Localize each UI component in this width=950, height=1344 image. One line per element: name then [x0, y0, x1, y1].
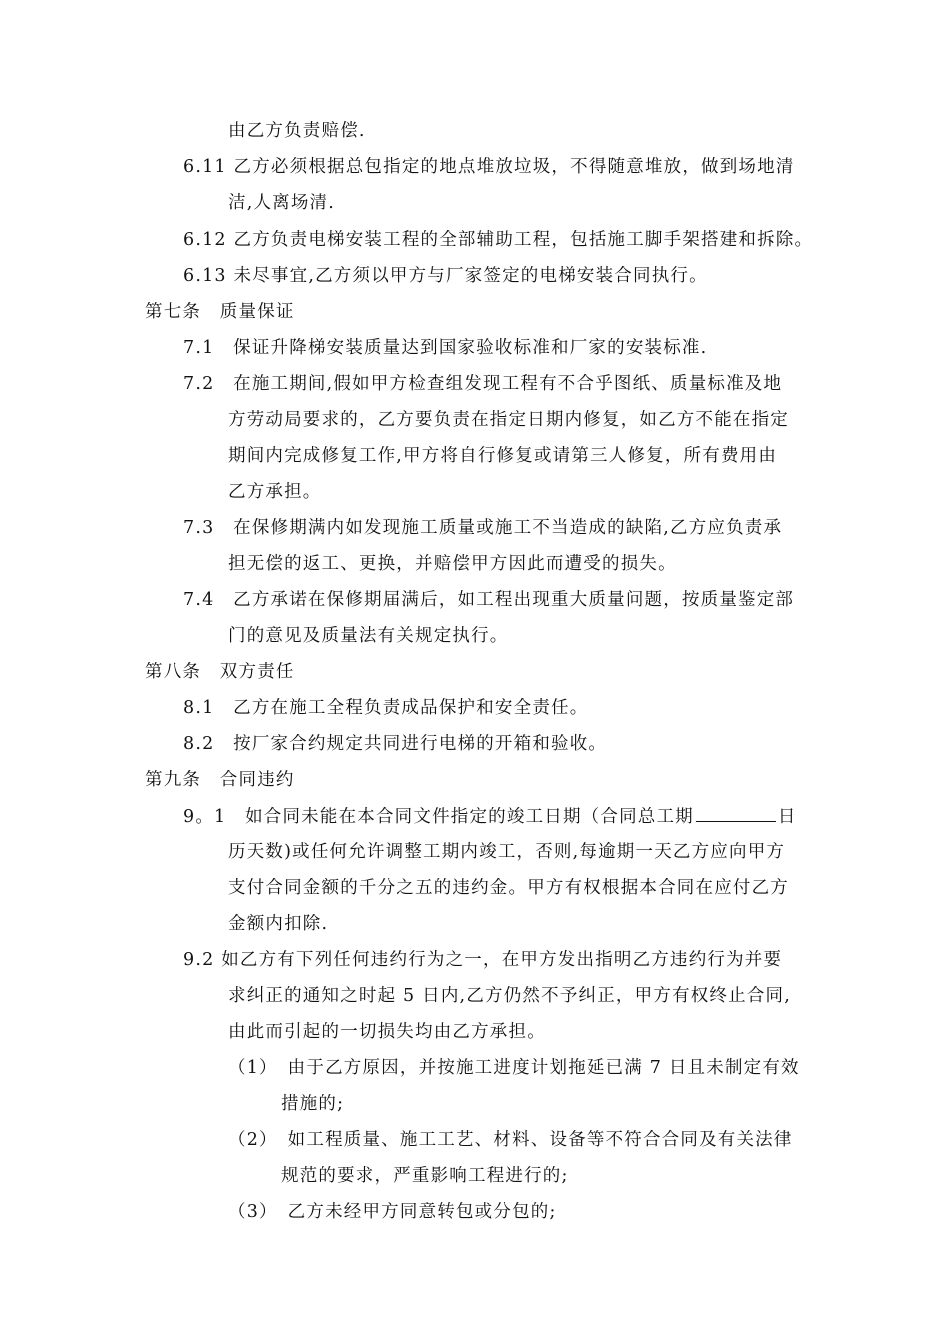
total-duration-blank[interactable] — [696, 805, 776, 822]
item-3: （3） 乙方未经甲方同意转包或分包的; — [228, 1202, 557, 1222]
clause-6-13: 6.13 未尽事宜,乙方须以甲方与厂家签定的电梯安装合同执行。 — [183, 266, 708, 286]
article-8-heading: 第八条 双方责任 — [145, 662, 295, 682]
text-line: 方劳动局要求的，乙方要负责在指定日期内修复，如乙方不能在指定 — [228, 410, 789, 430]
article-9-heading: 第九条 合同违约 — [145, 770, 295, 790]
clause-7-1: 7.1 保证升降梯安装质量达到国家验收标准和厂家的安装标准. — [183, 338, 708, 358]
text-line: 洁,人离场清. — [228, 193, 336, 213]
clause-9-1-text: 9。1 如合同未能在本合同文件指定的竣工日期（合同总工期 — [183, 807, 694, 827]
article-7-heading: 第七条 质量保证 — [145, 302, 295, 322]
text-line: 求纠正的通知之时起 5 日内,乙方仍然不予纠正，甲方有权终止合同, — [228, 986, 791, 1006]
item-1: （1） 由于乙方原因，并按施工进度计划拖延已满 7 日且未制定有效 — [228, 1058, 800, 1078]
text-line: 金额内扣除. — [228, 914, 329, 934]
text-line: 支付合同金额的千分之五的违约金。甲方有权根据本合同在应付乙方 — [228, 878, 789, 898]
text-line: 规范的要求，严重影响工程进行的; — [281, 1166, 569, 1186]
clause-7-2: 7.2 在施工期间,假如甲方检查组发现工程有不合乎图纸、质量标准及地 — [183, 374, 783, 394]
clause-6-11: 6.11 乙方必须根据总包指定的地点堆放垃圾，不得随意堆放，做到场地清 — [183, 157, 795, 177]
text-line: 期间内完成修复工作,甲方将自行修复或请第三人修复，所有费用由 — [228, 446, 778, 466]
text-line: 由乙方负责赔偿. — [228, 121, 366, 141]
text-line: 历天数)或任何允许调整工期内竣工，否则,每逾期一天乙方应向甲方 — [228, 842, 786, 862]
text-line: 乙方承担。 — [228, 482, 322, 502]
clause-7-4: 7.4 乙方承诺在保修期届满后，如工程出现重大质量问题，按质量鉴定部 — [183, 590, 795, 610]
text-line: 担无偿的返工、更换，并赔偿甲方因此而遭受的损失。 — [228, 554, 677, 574]
clause-9-2: 9.2 如乙方有下列任何违约行为之一，在甲方发出指明乙方违约行为并要 — [183, 950, 783, 970]
clause-9-1-unit: 日 — [777, 807, 797, 827]
text-line: 门的意见及质量法有关规定执行。 — [228, 626, 509, 646]
clause-9-1 — [183, 805, 797, 828]
clause-8-1: 8.1 乙方在施工全程负责成品保护和安全责任。 — [183, 698, 589, 718]
text-line: 措施的; — [281, 1094, 345, 1114]
clause-6-12: 6.12 乙方负责电梯安装工程的全部辅助工程，包括施工脚手架搭建和拆除。 — [183, 230, 814, 250]
text-line: 由此而引起的一切损失均由乙方承担。 — [228, 1022, 546, 1042]
clause-8-2: 8.2 按厂家合约规定共同进行电梯的开箱和验收。 — [183, 734, 608, 754]
item-2: （2） 如工程质量、施工工艺、材料、设备等不符合合同及有关法律 — [228, 1130, 793, 1150]
clause-7-3: 7.3 在保修期满内如发现施工质量或施工不当造成的缺陷,乙方应负责承 — [183, 518, 783, 538]
